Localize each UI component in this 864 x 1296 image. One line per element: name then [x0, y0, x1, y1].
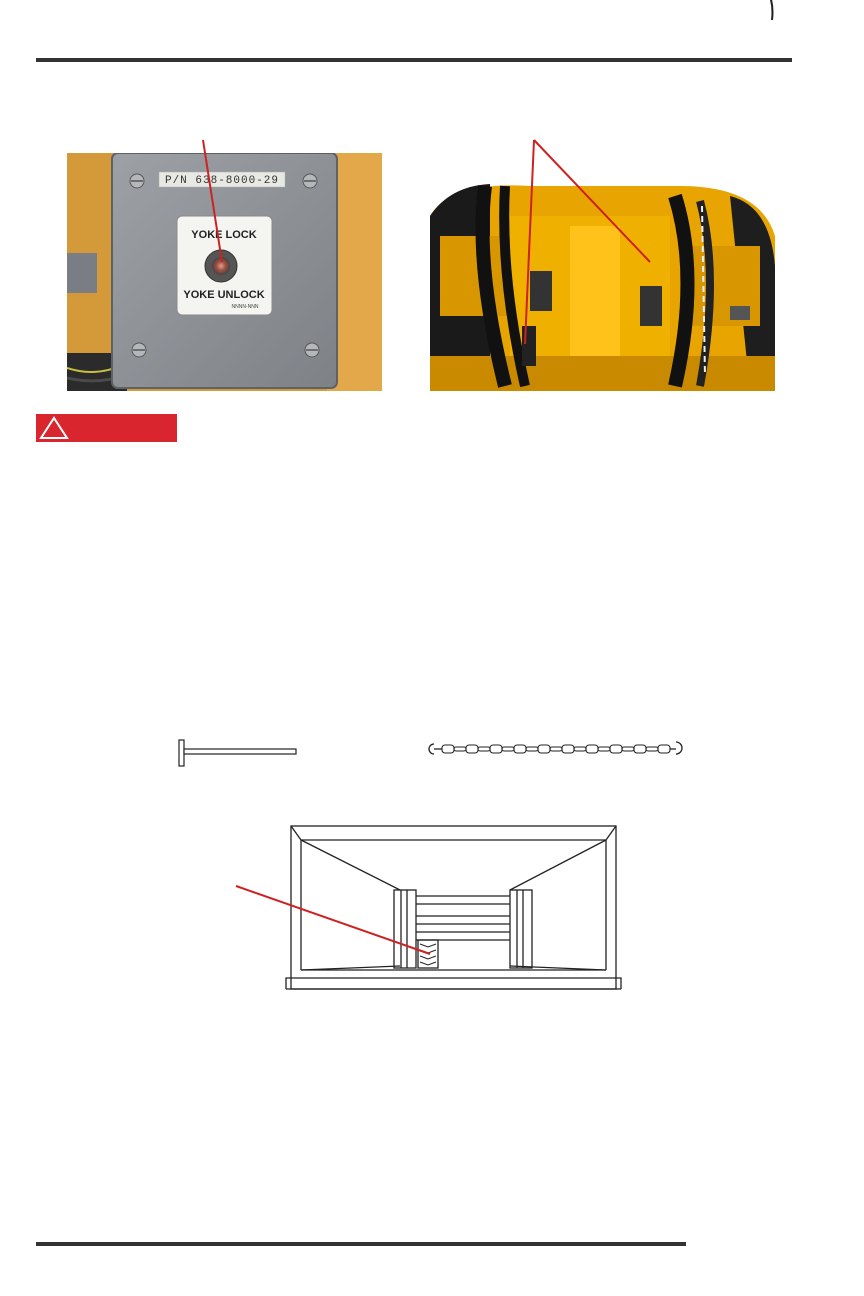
diagram-callout: [0, 870, 864, 970]
switch-callout-line: [203, 140, 222, 262]
decal-code: NNNN-NNN: [231, 304, 259, 310]
part-number-plate: P/N 638-8000-29: [164, 175, 280, 187]
t-handle-pin-icon: [176, 738, 301, 768]
hose-callout-line-left: [525, 140, 534, 344]
danger-banner: [36, 414, 177, 442]
footer-rule: [36, 1242, 686, 1246]
warning-triangle-icon: [39, 416, 69, 440]
chain-with-hooks-icon: [420, 738, 690, 762]
hose-callout-line-right: [534, 140, 650, 262]
spring-callout-line: [236, 886, 430, 954]
yoke-lock-label: YOKE LOCK: [191, 229, 257, 241]
photo-callouts: [0, 0, 864, 420]
yoke-unlock-label: YOKE UNLOCK: [183, 289, 265, 301]
